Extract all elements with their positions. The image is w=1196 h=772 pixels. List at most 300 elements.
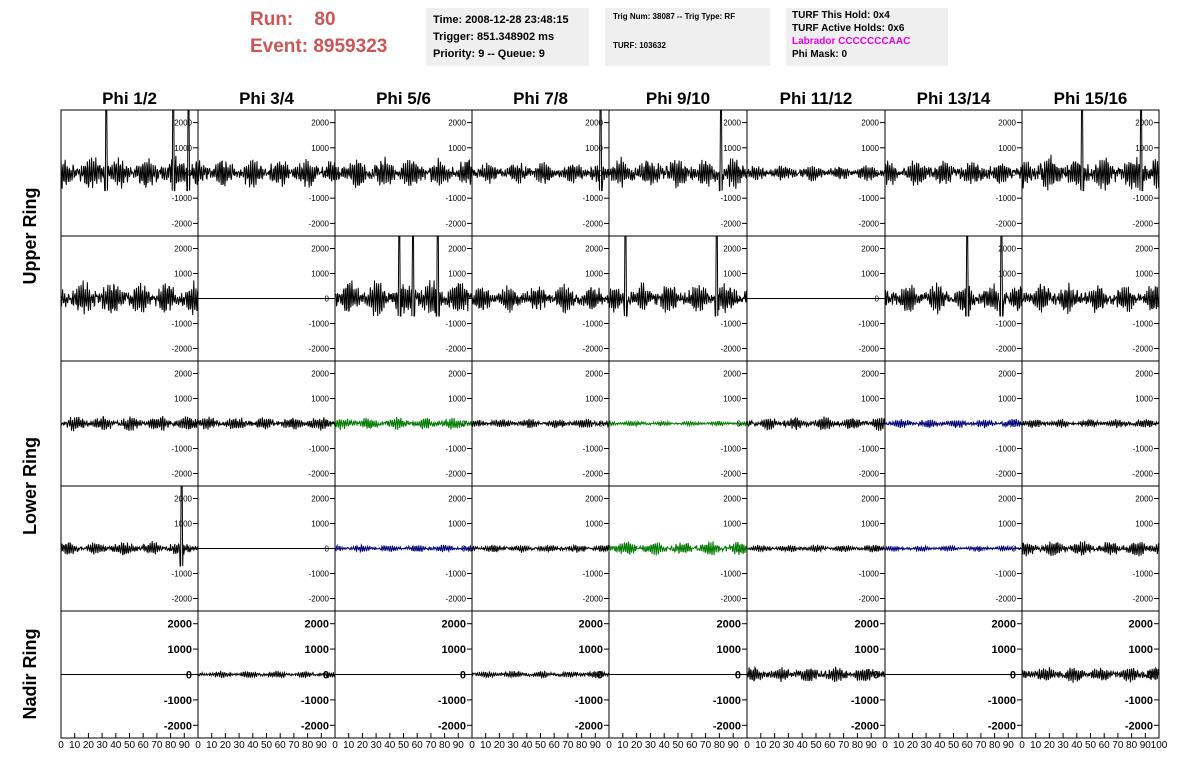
y-tick-label: -1000 <box>720 319 741 329</box>
y-tick-label: -1000 <box>171 569 192 579</box>
x-tick-label: 0 <box>744 740 750 751</box>
y-tick-label: 2000 <box>861 494 879 504</box>
y-tick-label: 2000 <box>311 118 329 128</box>
x-tick-label: 0 <box>58 740 64 751</box>
y-tick-label: -1000 <box>987 694 1016 707</box>
y-tick-label: 1000 <box>311 269 329 279</box>
y-tick-label: -2000 <box>995 219 1016 229</box>
y-tick-label: 0 <box>598 294 603 304</box>
y-tick-label: -2000 <box>858 594 879 604</box>
x-tick-label: 90 <box>589 740 601 751</box>
column-title-4: Phi 7/8 <box>513 89 568 108</box>
x-tick-label: 80 <box>1126 740 1138 751</box>
x-tick-label: 50 <box>397 740 410 751</box>
x-tick-label: 60 <box>686 740 698 751</box>
y-tick-label: 0 <box>872 669 879 682</box>
y-tick-label: 1000 <box>723 143 741 153</box>
x-tick-label: 30 <box>233 740 245 751</box>
x-tick-label: 0 <box>469 740 475 751</box>
y-tick-label: -2000 <box>308 594 329 604</box>
y-tick-label: 1000 <box>723 519 741 529</box>
y-tick-label: 1000 <box>1135 394 1153 404</box>
y-tick-label: 2000 <box>861 118 879 128</box>
y-tick-label: 0 <box>459 669 466 682</box>
time-text: Time: 2008-12-28 23:48:15 <box>433 14 569 26</box>
turf-this-hold-text: TURF This Hold: 0x4 <box>792 10 890 21</box>
y-tick-label: 2000 <box>174 118 192 128</box>
x-tick-label: 90 <box>315 740 327 751</box>
y-tick-label: 2000 <box>585 494 603 504</box>
x-tick-label: 70 <box>975 740 987 751</box>
y-tick-label: 0 <box>1011 544 1016 554</box>
x-tick-label: 30 <box>644 740 656 751</box>
y-tick-label: 2000 <box>304 618 329 631</box>
y-tick-label: 2000 <box>1128 618 1153 631</box>
y-tick-label: 0 <box>1148 294 1153 304</box>
y-tick-label: -1000 <box>445 569 466 579</box>
x-tick-label: 70 <box>1112 740 1124 751</box>
y-tick-label: -2000 <box>995 594 1016 604</box>
y-tick-label: -2000 <box>437 720 466 733</box>
y-tick-label: -1000 <box>858 569 879 579</box>
y-tick-label: 0 <box>596 669 603 682</box>
y-tick-label: -2000 <box>1132 594 1153 604</box>
y-tick-label: -1000 <box>300 694 329 707</box>
y-tick-label: 2000 <box>1135 244 1153 254</box>
y-tick-label: 1000 <box>723 269 741 279</box>
x-tick-label: 20 <box>631 740 643 751</box>
y-tick-label: -2000 <box>858 219 879 229</box>
x-tick-label: 40 <box>110 740 122 751</box>
y-tick-label: 2000 <box>448 118 466 128</box>
x-tick-label: 10 <box>893 740 905 751</box>
y-tick-label: 1000 <box>861 143 879 153</box>
y-tick-label: 1000 <box>861 394 879 404</box>
x-tick-label: 10 <box>617 740 629 751</box>
x-tick-label: 70 <box>425 740 437 751</box>
y-tick-label: 2000 <box>167 618 192 631</box>
y-tick-label: 1000 <box>311 143 329 153</box>
y-tick-label: 2000 <box>311 494 329 504</box>
x-tick-label: 50 <box>123 740 136 751</box>
y-tick-label: -1000 <box>995 194 1016 204</box>
x-tick-label: 70 <box>700 740 712 751</box>
y-tick-label: 2000 <box>861 369 879 379</box>
y-tick-label: 1000 <box>854 644 879 657</box>
x-tick-label: 80 <box>165 740 177 751</box>
y-tick-label: -2000 <box>308 219 329 229</box>
y-tick-label: 1000 <box>311 394 329 404</box>
y-tick-label: 2000 <box>174 494 192 504</box>
y-tick-label: 1000 <box>448 394 466 404</box>
y-tick-label: -1000 <box>858 194 879 204</box>
x-tick-label: 20 <box>769 740 781 751</box>
y-tick-label: -1000 <box>995 444 1016 454</box>
y-tick-label: 1000 <box>991 644 1016 657</box>
y-tick-label: 0 <box>461 169 466 178</box>
ring-label-2: Lower Ring <box>20 437 40 535</box>
x-tick-label: 40 <box>247 740 259 751</box>
y-tick-label: 1000 <box>174 143 192 153</box>
y-tick-label: 2000 <box>998 369 1016 379</box>
y-tick-label: 2000 <box>311 369 329 379</box>
y-tick-label: -2000 <box>445 594 466 604</box>
y-tick-label: -2000 <box>1132 219 1153 229</box>
x-tick-label: 90 <box>727 740 739 751</box>
x-tick-label: 50 <box>534 740 547 751</box>
y-tick-label: -1000 <box>1132 569 1153 579</box>
y-tick-label: -2000 <box>720 219 741 229</box>
y-tick-label: -1000 <box>308 444 329 454</box>
y-tick-label: 0 <box>324 419 329 429</box>
y-tick-label: -1000 <box>582 319 603 329</box>
y-tick-label: 2000 <box>1135 369 1153 379</box>
y-tick-label: 1000 <box>585 519 603 529</box>
y-tick-label: 0 <box>874 419 879 429</box>
y-tick-label: 1000 <box>167 644 192 657</box>
x-tick-label: 70 <box>562 740 574 751</box>
y-tick-label: 0 <box>736 294 741 304</box>
x-tick-label: 40 <box>796 740 808 751</box>
y-tick-label: 0 <box>324 294 329 304</box>
y-tick-label: -2000 <box>712 720 741 733</box>
y-tick-label: -1000 <box>308 194 329 204</box>
y-tick-label: 0 <box>185 669 192 682</box>
trigger-text: Trigger: 851.348902 ms <box>433 31 555 43</box>
x-tick-label: 90 <box>1139 740 1151 751</box>
y-tick-label: 1000 <box>998 143 1016 153</box>
y-tick-label: 1000 <box>585 269 603 279</box>
y-tick-label: 0 <box>874 294 879 304</box>
x-tick-label: 10 <box>755 740 767 751</box>
column-title-7: Phi 13/14 <box>916 89 991 108</box>
y-tick-label: 2000 <box>998 494 1016 504</box>
y-tick-label: -2000 <box>850 720 879 733</box>
x-tick-label: 50 <box>672 740 684 751</box>
y-tick-label: 2000 <box>998 118 1016 128</box>
x-tick-label: 40 <box>1071 740 1083 751</box>
y-tick-label: 1000 <box>998 394 1016 404</box>
y-tick-label: 0 <box>1146 669 1153 682</box>
y-tick-label: -2000 <box>171 219 192 229</box>
y-tick-label: 2000 <box>585 369 603 379</box>
column-title-5: Phi 9/10 <box>645 89 711 108</box>
trig-num-text: Trig Num: 38087 -- Trig Type: RF <box>613 12 736 21</box>
y-tick-label: -2000 <box>445 344 466 354</box>
y-tick-label: 2000 <box>448 369 466 379</box>
y-tick-label: 1000 <box>716 644 741 657</box>
x-tick-label: 0 <box>332 740 338 751</box>
x-tick-label: 0 <box>882 740 888 751</box>
y-tick-label: -1000 <box>720 444 741 454</box>
x-tick-label: 20 <box>356 740 368 751</box>
y-tick-label: 2000 <box>311 244 329 254</box>
y-tick-label: -1000 <box>437 694 466 707</box>
x-tick-label: 30 <box>96 740 108 751</box>
x-tick-label: 10 <box>480 740 492 751</box>
y-tick-label: -2000 <box>300 720 329 733</box>
y-tick-label: -1000 <box>445 194 466 204</box>
y-tick-label: -2000 <box>582 219 603 229</box>
y-tick-label: 2000 <box>441 618 466 631</box>
turf-active-holds-text: TURF Active Holds: 0x6 <box>792 23 905 34</box>
y-tick-label: -1000 <box>445 319 466 329</box>
x-tick-label: 20 <box>1043 740 1055 751</box>
y-tick-label: 2000 <box>723 369 741 379</box>
y-tick-label: 1000 <box>998 519 1016 529</box>
y-tick-label: -2000 <box>582 594 603 604</box>
y-tick-label: 2000 <box>861 244 879 254</box>
y-tick-label: 0 <box>734 669 741 682</box>
y-tick-label: -2000 <box>720 594 741 604</box>
x-tick-label: 40 <box>934 740 946 751</box>
y-tick-label: -1000 <box>712 694 741 707</box>
y-tick-label: 0 <box>598 419 603 429</box>
x-tick-label: 90 <box>1002 740 1014 751</box>
y-tick-label: 0 <box>324 544 329 554</box>
y-tick-label: -2000 <box>171 344 192 354</box>
y-tick-label: -1000 <box>995 569 1016 579</box>
column-title-3: Phi 5/6 <box>376 89 431 108</box>
y-tick-label: -2000 <box>582 344 603 354</box>
priority-text: Priority: 9 -- Queue: 9 <box>433 48 545 60</box>
phi-mask-text: Phi Mask: 0 <box>792 49 848 60</box>
event-label: Event: <box>250 36 309 57</box>
y-tick-label: 0 <box>1009 669 1016 682</box>
y-tick-label: 0 <box>874 544 879 554</box>
y-tick-label: -2000 <box>171 469 192 479</box>
y-tick-label: 0 <box>1148 544 1153 554</box>
x-tick-label: 80 <box>302 740 314 751</box>
x-tick-label: 60 <box>961 740 973 751</box>
x-tick-label: 80 <box>989 740 1001 751</box>
y-tick-label: -1000 <box>720 194 741 204</box>
y-tick-label: 2000 <box>1135 118 1153 128</box>
y-tick-label: 0 <box>461 544 466 554</box>
y-tick-label: -1000 <box>171 194 192 204</box>
y-tick-label: -2000 <box>1132 469 1153 479</box>
y-tick-label: -1000 <box>1132 444 1153 454</box>
x-tick-label: 90 <box>865 740 877 751</box>
x-tick-label: 100 <box>1150 740 1168 751</box>
y-tick-label: 2000 <box>174 244 192 254</box>
y-tick-label: -2000 <box>720 469 741 479</box>
y-tick-label: 1000 <box>861 519 879 529</box>
x-tick-label: 0 <box>606 740 612 751</box>
y-tick-label: -1000 <box>163 694 192 707</box>
x-tick-label: 40 <box>521 740 533 751</box>
x-tick-label: 60 <box>274 740 286 751</box>
y-tick-label: -1000 <box>995 319 1016 329</box>
y-tick-label: 1000 <box>585 394 603 404</box>
y-tick-label: 2000 <box>174 369 192 379</box>
x-tick-label: 80 <box>439 740 451 751</box>
y-tick-label: 1000 <box>1135 143 1153 153</box>
y-tick-label: 1000 <box>448 269 466 279</box>
x-tick-label: 30 <box>507 740 519 751</box>
y-tick-label: -1000 <box>850 694 879 707</box>
y-tick-label: 1000 <box>585 143 603 153</box>
y-tick-label: -2000 <box>858 344 879 354</box>
y-tick-label: -1000 <box>1124 694 1153 707</box>
x-tick-label: 60 <box>137 740 149 751</box>
y-tick-label: -1000 <box>1132 319 1153 329</box>
y-tick-label: 1000 <box>448 519 466 529</box>
x-tick-label: 50 <box>1084 740 1097 751</box>
x-tick-label: 60 <box>411 740 423 751</box>
y-tick-label: -1000 <box>582 569 603 579</box>
y-tick-label: 2000 <box>998 244 1016 254</box>
y-tick-label: 0 <box>187 419 192 429</box>
y-tick-label: -2000 <box>858 469 879 479</box>
y-tick-label: 1000 <box>1135 269 1153 279</box>
y-tick-label: 2000 <box>448 494 466 504</box>
column-title-1: Phi 1/2 <box>102 89 157 108</box>
x-tick-label: 10 <box>1030 740 1042 751</box>
y-tick-label: -1000 <box>308 319 329 329</box>
y-tick-label: 0 <box>598 544 603 554</box>
y-tick-label: -2000 <box>308 344 329 354</box>
x-tick-label: 50 <box>947 740 960 751</box>
y-tick-label: -2000 <box>574 720 603 733</box>
y-tick-label: 1000 <box>861 269 879 279</box>
column-title-2: Phi 3/4 <box>239 89 294 108</box>
y-tick-label: 0 <box>598 169 603 178</box>
y-tick-label: 2000 <box>854 618 879 631</box>
y-tick-label: -2000 <box>987 720 1016 733</box>
y-tick-label: 0 <box>1011 419 1016 429</box>
y-tick-label: 0 <box>1148 169 1153 178</box>
x-tick-label: 70 <box>288 740 300 751</box>
x-tick-label: 20 <box>219 740 231 751</box>
y-tick-label: 0 <box>1148 419 1153 429</box>
x-tick-label: 40 <box>384 740 396 751</box>
x-tick-label: 60 <box>1098 740 1110 751</box>
y-tick-label: 0 <box>736 419 741 429</box>
y-tick-label: 2000 <box>448 244 466 254</box>
x-tick-label: 30 <box>920 740 932 751</box>
y-tick-label: -1000 <box>171 319 192 329</box>
x-tick-label: 30 <box>782 740 794 751</box>
event-value: 8959323 <box>313 36 388 57</box>
y-tick-label: -1000 <box>582 444 603 454</box>
y-tick-label: 0 <box>187 294 192 304</box>
x-tick-label: 50 <box>810 740 822 751</box>
y-tick-label: -2000 <box>171 594 192 604</box>
y-tick-label: -2000 <box>720 344 741 354</box>
y-tick-label: 0 <box>187 544 192 554</box>
y-tick-label: -2000 <box>1132 344 1153 354</box>
column-title-8: Phi 15/16 <box>1053 89 1128 108</box>
run-label: Run: <box>250 9 294 30</box>
y-tick-label: 0 <box>736 544 741 554</box>
y-tick-label: 0 <box>461 419 466 429</box>
y-tick-label: 0 <box>322 669 329 682</box>
y-tick-label: 0 <box>324 169 329 178</box>
y-tick-label: -2000 <box>445 219 466 229</box>
run-value: 80 <box>314 9 336 30</box>
y-tick-label: -2000 <box>445 469 466 479</box>
y-tick-label: -1000 <box>720 569 741 579</box>
y-tick-label: -1000 <box>574 694 603 707</box>
y-tick-label: 1000 <box>174 519 192 529</box>
x-tick-label: 80 <box>713 740 725 751</box>
y-tick-label: -2000 <box>1124 720 1153 733</box>
x-tick-label: 90 <box>178 740 190 751</box>
x-tick-label: 20 <box>493 740 505 751</box>
y-tick-label: 0 <box>1011 169 1016 178</box>
y-tick-label: 0 <box>874 169 879 178</box>
x-tick-label: 20 <box>82 740 94 751</box>
labrador-text: Labrador CCCCCCCAAC <box>792 36 911 47</box>
y-tick-label: -1000 <box>858 319 879 329</box>
y-tick-label: -1000 <box>171 444 192 454</box>
x-tick-label: 60 <box>824 740 836 751</box>
ring-label-1: Upper Ring <box>20 187 40 285</box>
y-tick-label: 0 <box>187 169 192 178</box>
y-tick-label: 2000 <box>991 618 1016 631</box>
y-tick-label: 1000 <box>1135 519 1153 529</box>
x-tick-label: 80 <box>851 740 863 751</box>
y-tick-label: -1000 <box>582 194 603 204</box>
y-tick-label: 1000 <box>174 269 192 279</box>
x-tick-label: 10 <box>206 740 218 751</box>
y-tick-label: 0 <box>1011 294 1016 304</box>
x-tick-label: 30 <box>370 740 382 751</box>
x-tick-label: 30 <box>1057 740 1069 751</box>
y-tick-label: 1000 <box>441 644 466 657</box>
x-tick-label: 50 <box>260 740 273 751</box>
x-tick-label: 20 <box>906 740 918 751</box>
y-tick-label: 2000 <box>723 494 741 504</box>
y-tick-label: 2000 <box>585 244 603 254</box>
x-tick-label: 40 <box>658 740 670 751</box>
x-tick-label: 80 <box>576 740 588 751</box>
y-tick-label: 0 <box>461 294 466 304</box>
y-tick-label: -2000 <box>995 344 1016 354</box>
y-tick-label: -2000 <box>582 469 603 479</box>
y-tick-label: 0 <box>736 169 741 178</box>
y-tick-label: 2000 <box>716 618 741 631</box>
turf-text: TURF: 103632 <box>613 41 666 50</box>
y-tick-label: -2000 <box>308 469 329 479</box>
y-tick-label: -1000 <box>308 569 329 579</box>
y-tick-label: -2000 <box>163 720 192 733</box>
x-tick-label: 0 <box>1019 740 1025 751</box>
y-tick-label: 1000 <box>1128 644 1153 657</box>
y-tick-label: 2000 <box>723 118 741 128</box>
y-tick-label: 1000 <box>998 269 1016 279</box>
x-tick-label: 90 <box>452 740 464 751</box>
x-tick-label: 10 <box>69 740 81 751</box>
y-tick-label: 1000 <box>311 519 329 529</box>
y-tick-label: 2000 <box>578 618 603 631</box>
x-tick-label: 70 <box>151 740 163 751</box>
y-tick-label: -1000 <box>858 444 879 454</box>
y-tick-label: 2000 <box>1135 494 1153 504</box>
y-tick-label: 1000 <box>448 143 466 153</box>
x-tick-label: 0 <box>195 740 201 751</box>
column-title-6: Phi 11/12 <box>779 89 853 108</box>
y-tick-label: -1000 <box>445 444 466 454</box>
y-tick-label: 1000 <box>723 394 741 404</box>
y-tick-label: 2000 <box>585 118 603 128</box>
x-tick-label: 60 <box>548 740 560 751</box>
y-tick-label: 1000 <box>578 644 603 657</box>
y-tick-label: -1000 <box>1132 194 1153 204</box>
y-tick-label: 1000 <box>174 394 192 404</box>
y-tick-label: 2000 <box>723 244 741 254</box>
